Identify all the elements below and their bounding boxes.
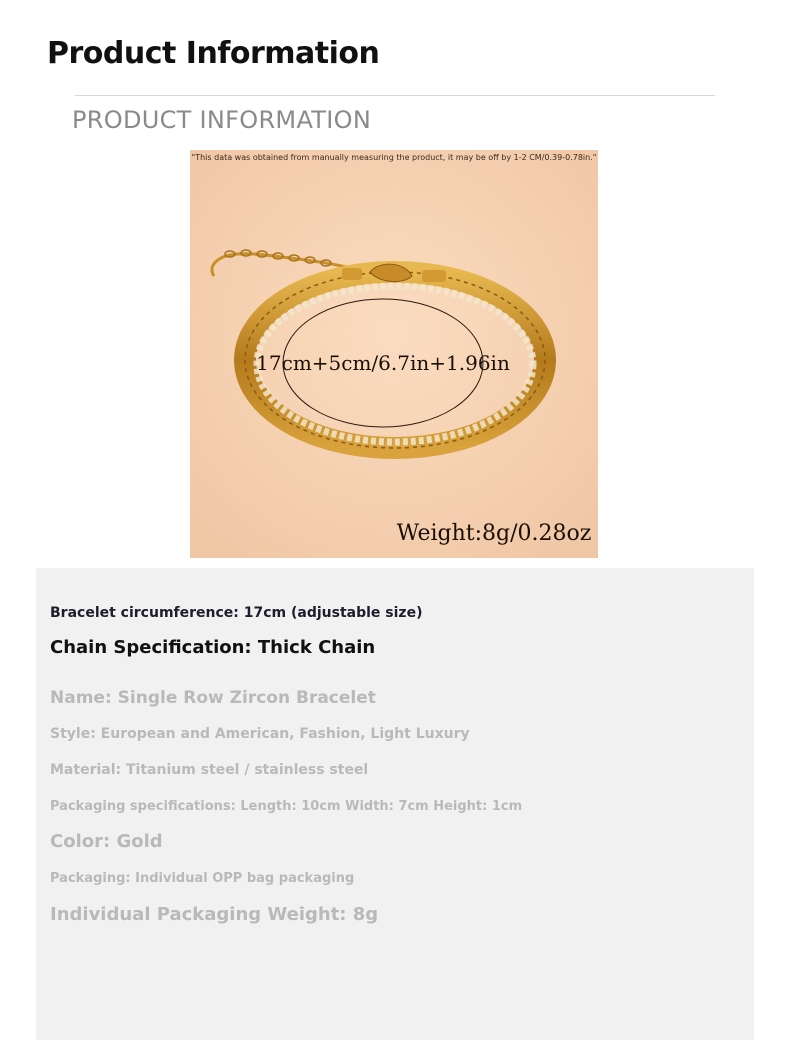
spec-color: Color: Gold: [50, 831, 163, 852]
photo-disclaimer: "This data was obtained from manually measuring the product, it may be off by 1-2 CM/0.39-0.78in.": [191, 153, 597, 162]
spec-packaging: Packaging: Individual OPP bag packaging: [50, 871, 355, 886]
spec-packaging-specs: Packaging specifications: Length: 10cm Width: 7cm Height: 1cm: [50, 799, 523, 814]
spec-circumference: Bracelet circumference: 17cm (adjustable size): [50, 605, 423, 621]
divider: [75, 95, 715, 96]
spec-panel: [36, 568, 754, 1040]
clasp-end-right: [422, 270, 446, 282]
weight-label: Weight:8g/0.28oz: [396, 521, 592, 546]
spec-name: Name: Single Row Zircon Bracelet: [50, 688, 376, 708]
spec-chain: Chain Specification: Thick Chain: [50, 637, 376, 658]
spec-style: Style: European and American, Fashion, Light Luxury: [50, 726, 470, 742]
page-title: Product Information: [47, 36, 380, 71]
clasp-end-left: [342, 268, 362, 280]
spec-material: Material: Titanium steel / stainless steel: [50, 762, 369, 778]
section-heading: PRODUCT INFORMATION: [72, 106, 372, 134]
size-label: 17cm+5cm/6.7in+1.96in: [256, 351, 510, 375]
product-photo: [190, 150, 598, 558]
spec-packaging-weight: Individual Packaging Weight: 8g: [50, 904, 379, 925]
